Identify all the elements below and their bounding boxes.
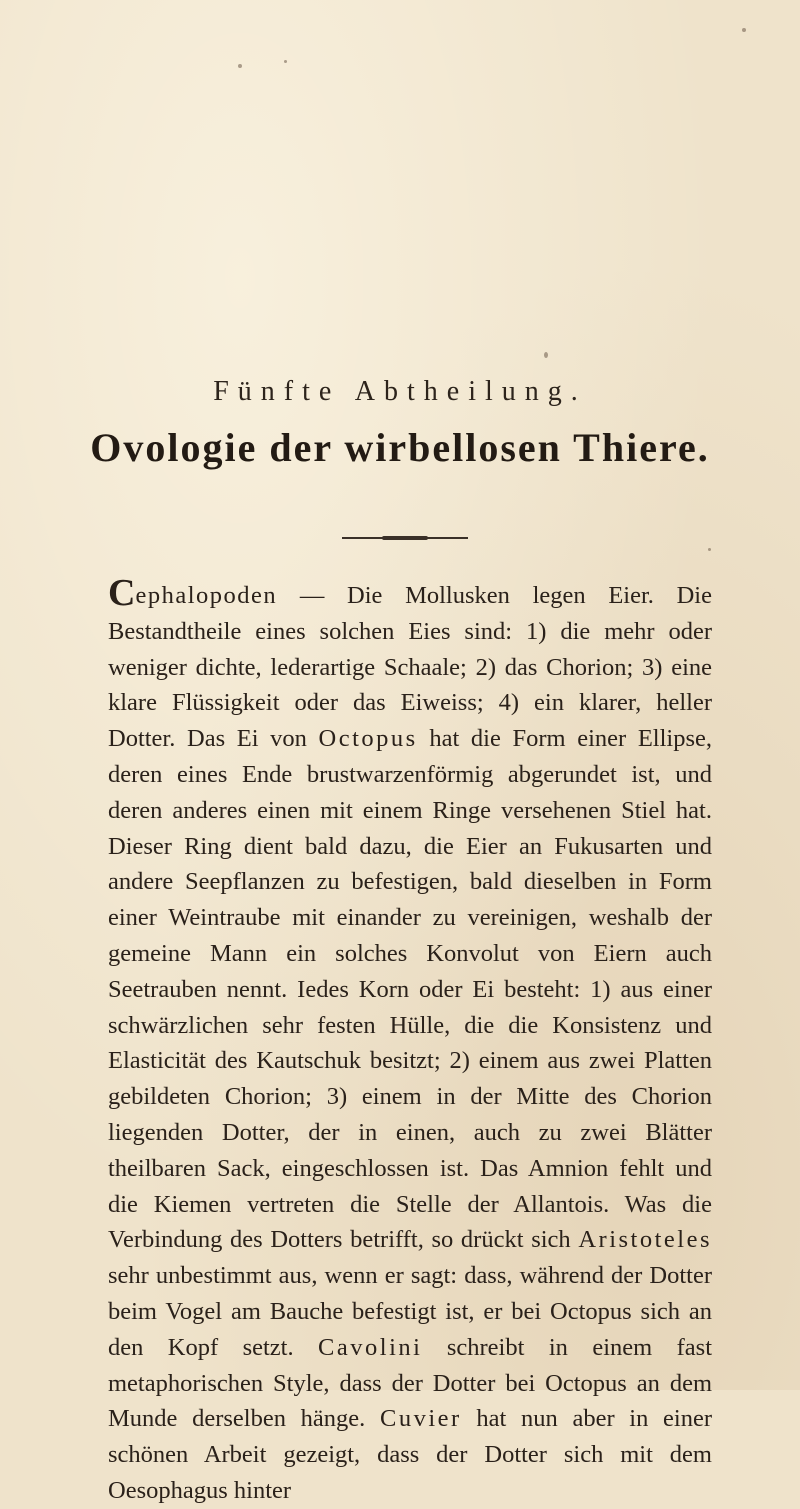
page-title: Ovologie der wirbellosen Thiere. [90, 425, 710, 470]
drop-cap: C [108, 572, 136, 614]
emphasis-cavolini: Cavolini [318, 1333, 423, 1361]
text-run: hat die Form einer Ellipse, deren eines Ende brustwarzenförmig abgerundet ist, und deren anderes einen mit einem Ringe versehenen Stiel hat. Dieser Ring dient bald dazu, die Eier an Fukusarten und andere Seepflanzen zu befestigen, bald dieselben in Form einer Weintraube mit einander zu vereinigen, weshalb der gemeine Mann ein solches Konvolut von Eiern auch Seetrauben nennt. Iedes Korn oder Ei besteht: 1) aus einer schwärzlichen sehr festen Hülle, die die Konsistenz und Elasticität des Kautschuk besitzt; 2) einem aus zwei Platten gebildeten Chorion; 3) einem in der Mitte des Chorion liegenden Dotter, der in einen, auch zu zwei Blätter theilbaren Sack, eingeschlossen ist. Das Amnion fehlt und die Kiemen vertreten die Stelle der Allantois. Was die Verbindung des Dotters betrifft, so drückt sich [108, 725, 712, 1254]
text-run: sehr unbestimmt aus, wenn er sagt: dass, während der Dotter beim Vogel am Bauche befestigt ist, er bei Octopus sich an den Kopf setzt. [108, 1262, 712, 1361]
section-heading: Fünfte Abtheilung. [213, 376, 587, 407]
paper-speck [742, 28, 746, 32]
ornamental-rule [342, 537, 468, 539]
paper-speck [238, 64, 242, 68]
body-text [108, 574, 712, 1509]
paper-speck [544, 352, 548, 358]
paper-speck [284, 60, 287, 63]
emphasis-aristoteles: Aristoteles [578, 1226, 712, 1254]
text-run: schreibt in einem fast metaphorischen Style, dass der Dotter bei Octopus an dem Munde derselben hänge. [108, 1333, 713, 1433]
paragraph [108, 574, 712, 1509]
emphasis-octopus: Octopus [318, 725, 418, 753]
lead-word: ephalopoden [135, 582, 278, 609]
text-run: hat nun aber in einer schönen Arbeit gezeigt, dass der Dotter sich mit dem Oesophagus hinter [108, 1405, 713, 1504]
emphasis-cuvier: Cuvier [380, 1405, 462, 1433]
paper-speck [708, 548, 711, 551]
text-run: — Die Mollusken legen Eier. Die Bestandtheile eines solchen Eies sind: 1) die mehr oder weniger dichte, lederartige Schaale; 2) das Chorion; 3) eine klare Flüssigkeit oder das Eiweiss; 4) ein klarer, heller Dotter. Das Ei von [108, 582, 712, 753]
